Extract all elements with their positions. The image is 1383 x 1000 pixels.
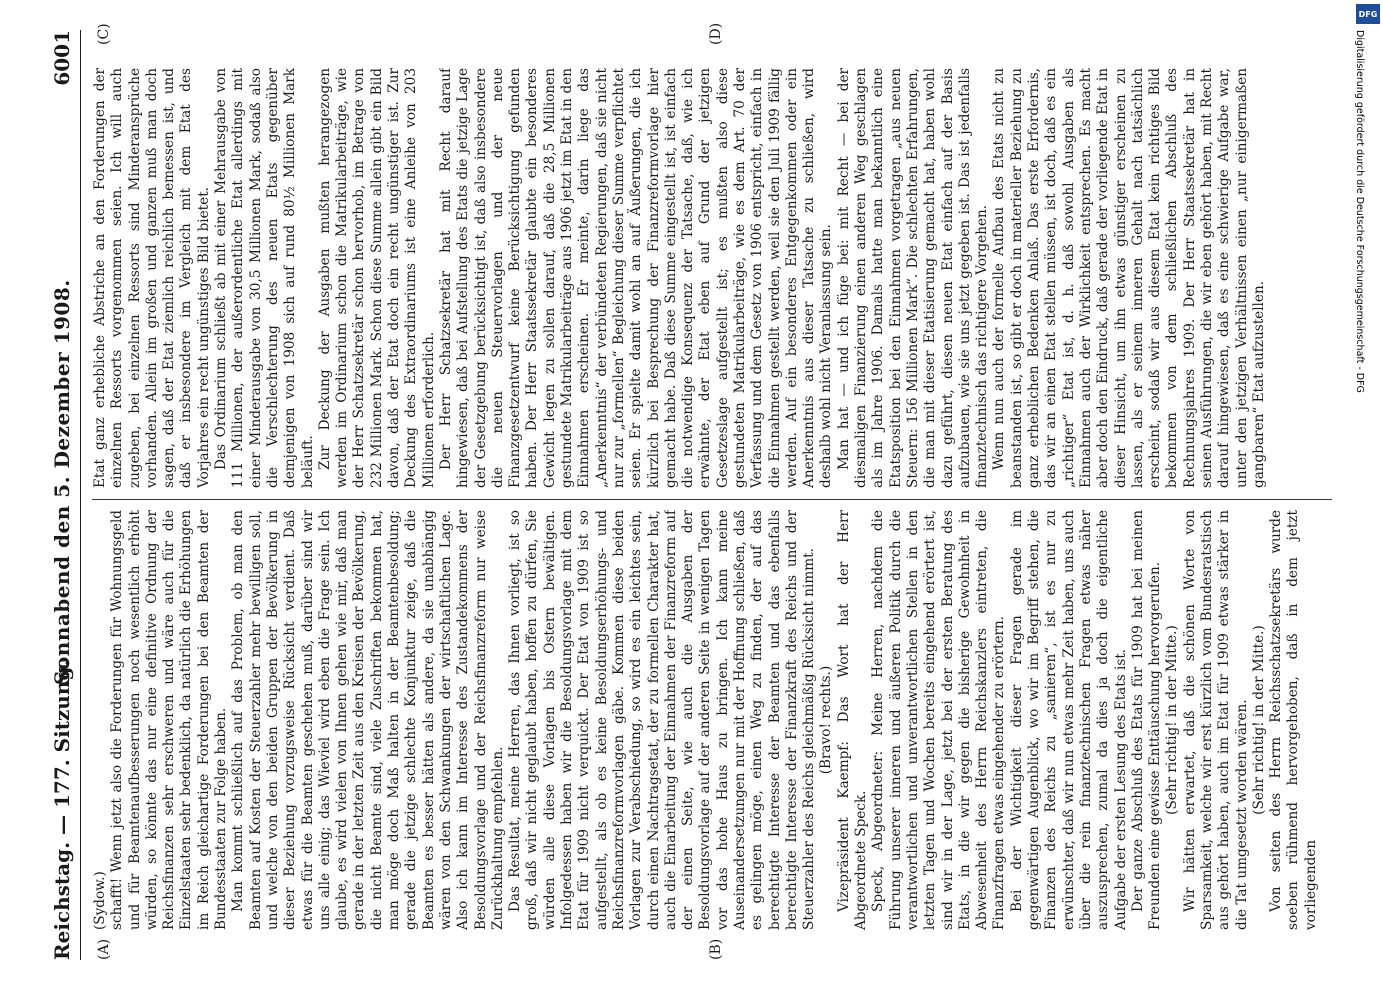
digitization-credit: Digitalisierung gefördert durch die Deutsche Forschungsgemeinschaft - DFG: [1354, 30, 1365, 393]
header-date: Sonnabend den 5. Dezember 1908.: [50, 279, 74, 685]
margin-marker-b: (B): [708, 938, 724, 960]
applause-note: (Sehr richtig! in der Mitte.): [1164, 625, 1181, 815]
margin-marker-a: (A): [96, 938, 112, 960]
margin-marker-c: (C): [96, 23, 112, 45]
margin-marker-d: (D): [708, 22, 724, 45]
right-column: [92, 68, 1332, 488]
paragraph: Man hat — und ich füge bei: mit Recht — bei der diesmaligen Finanzierung einen anderen Weg geschlagen als im Jahre 1906. Damals hatte man bekanntlich eine Etatsposition bei den Einnahmen vorgetragen „aus neuen Steuern: 156 Millionen Mark“. Die schlechten Erfahrungen, die man mit dieser Etatisierung gemacht hat, haben wohl dazu geführt, diesen neuen Etat einfach auf der Basis aufzubauen, wie sie uns jetzt gegeben ist. Das ist jedenfalls finanztechnisch das richtigere Vorgehen.: [835, 68, 991, 488]
paragraph: Etat ganz erhebliche Abstriche an den Forderungen der einzelnen Ressorts vorgenommen seien. Ich will auch zugeben, bei einzelnen Ressorts sind Minderansprüche vorhanden. Allein im großen und ganzen muß man doch sagen, daß der Etat ziemlich reichlich bemessen ist, und daß er insbesondere im Vergleich mit dem Etat des Vorjahres ein recht ungünstiges Bild bietet.: [92, 68, 212, 488]
paragraph: Der Herr Schatzsekretär hat mit Recht darauf hingewiesen, daß bei Aufstellung des Etats die jetzige Lage der Gesetzgebung berücksichtigt ist, daß also insbesondere die neuen Steuervorlagen und der neue Finanzgesetzentwurf keine Berücksichtigung gefunden haben. Der Herr Staatssekretär glaubte ein besonderes Gewicht legen zu sollen darauf, daß die 28,5 Millionen gestundete Matrikularbeiträge aus 1906 jetzt im Etat in den Einnahmen erscheinen. Er meinte, darin liege das „Anerkenntnis“ der verbündeten Regierungen, daß sie nicht nur zur „formellen“ Begleichung dieser Summe verpflichtet seien. Er spielte damit wohl an auf Äußerungen, die ich kürzlich bei Besprechung der Finanzreformvorlage hier gemacht habe. Daß diese Summe eingestellt ist, ist einfach die notwendige Konsequenz der Tatsache, daß, wie ich erwähnte, der Etat eben auf Grund der jetzigen Gesetzeslage aufgestellt ist; es mußten also diese gestundeten Matrikularbeiträge, wie es dem Art. 70 der Verfassung und dem Gesetz von 1906 entspricht, einfach in die Einnahmen gestellt werden, weil sie den Juli 1909 fällig werden. Auf ein besonderes Entgegenkommen oder ein Anerkenntnis aus dieser Tatsache zu schließen, wird deshalb wohl nicht Veranlassung sein.: [437, 68, 835, 488]
paragraph: Zur Deckung der Ausgaben mußten herangezogen werden im Ordinarium schon die Matrikularbeiträge, wie der Herr Schatzsekretär schon hervorhob, im Betrage von 232 Millionen Mark. Schon diese Summe allein gibt ein Bild davon, daß der Etat doch ein recht ungünstiger ist. Zur Deckung des Extraordinariums ist eine Anleihe von 203 Millionen erforderlich.: [316, 68, 437, 488]
digitization-sidebar: [1350, 0, 1372, 1000]
paragraph: Von seiten des Herrn Reichsschatzsekretärs wurde soeben rühmend hervorgehoben, daß in dem jetzt vorliegenden: [1268, 510, 1319, 930]
paragraph: Wenn nun auch der formelle Aufbau des Etats nicht zu beanstanden ist, so gibt er doch in materieller Beziehung zu ganz erheblichen Bedenken Anlaß. Das erste Erfordernis, das wir an einen Etat stellen müssen, ist doch, daß es ein „richtiger“ Etat ist, d. h. daß sowohl Ausgaben als Einnahmen auch der Wirklichkeit entsprechen. Es macht aber doch den Eindruck, daß gerade der vorliegende Etat in dieser Hinsicht, um ihn etwas günstiger erscheinen zu lassen, als er seinem inneren Gehalt nach tatsächlich erscheint, sodaß wir aus diesem Etat kein richtiges Bild bekommen von dem schließlichen Abschluß des Rechnungsjahres 1909. Der Herr Staatssekretär hat in seinen Ausführungen, die wir eben gehört haben, mit Recht darauf hingewiesen, daß es eine schwierige Aufgabe war, unter den jetzigen Verhältnissen einen „nur einigermaßen gangbaren“ Etat aufzustellen.: [991, 68, 1267, 488]
paragraph: Man kommt schließlich auf das Problem, ob man den Beamten auf Kosten der Steuerzahler mehr bewilligen soll, und welche von den beiden Gruppen der Bevölkerung in dieser Beziehung vorzugsweise Rücksicht verdient. Daß etwas für die Beamten geschehen muß, darüber sind wir uns alle einig; das Wieviel wird eben die Frage sein. Ich glaube, es wird vielen von Ihnen gehen wie mir, daß man gerade in der letzten Zeit aus den Kreisen der Bevölkerung, die nicht Beamte sind, viele Zuschriften bekommen hat, man möge doch Maß halten in der Beamtenbesoldung; gerade die jetzige schlechte Konjunktur zeige, daß die Beamten es besser hätten als andere, da sie unabhängig wären von den Schwankungen der wirtschaftlichen Lage. Also ich kann im Interesse des Zustandekommens der Besoldungsvorlage und der Reichsfinanzreform nur weise Zurückhaltung empfehlen.: [230, 510, 506, 930]
paragraph: Das Ordinarium schließt ab mit einer Mehrausgabe von 111 Millionen, der außerordentliche Etat allerdings mit einer Minderausgabe von 30,5 Millionen Mark, sodaß also die Verschlechterung des neuen Etats gegenüber demjenigen von 1908 sich auf rund 80½ Millionen Mark beläuft.: [213, 68, 316, 488]
paragraph: Wir hätten erwartet, daß die schönen Worte von Sparsamkeit, welche wir erst kürzlich vom Bundesratstisch aus gehört haben, auch im Etat für 1909 etwas stärker in die Tat umgesetzt worden wären.: [1181, 510, 1250, 930]
page-number: 6001: [50, 30, 74, 86]
paragraph: Der ganze Abschluß des Etats für 1909 hat bei meinen Freunden eine gewisse Enttäuschung hervorgerufen.: [1129, 510, 1164, 930]
president-line: Vizepräsident Kaempf: Das Wort hat der Herr Abgeordnete Speck.: [835, 510, 870, 930]
paragraph: Bei der Wichtigkeit dieser Fragen gerade im gegenwärtigen Augenblick, wo wir im Begriff stehen, die Finanzen des Reichs zu „sanieren“, ist es nur zu erwünschter, daß wir nun etwas mehr Zeit haben, uns auch über die rein finanztechnischen Fragen etwas näher auszusprechen, zumal da dies ja doch die eigentliche Aufgabe der ersten Lesung des Etats ist.: [1008, 510, 1129, 930]
applause-note: (Sehr richtig! in der Mitte.): [1250, 625, 1267, 815]
speaker-note: (Sydow.): [92, 871, 108, 930]
page-header: [50, 30, 81, 960]
paragraph: schafft! Wenn jetzt also die Forderungen für Wohnungsgeld und für Beamtenaufbesserungen noch wesentlich erhöht würden, so könnte das nur eine definitive Ordnung der Reichsfinanzen sehr erschweren und wäre auch für die Einzelstaaten sehr bedenklich, da natürlich die Erhöhungen im Reich gleichartige Forderungen bei den Beamten der Bundesstaaten zur Folge haben.: [109, 510, 230, 930]
left-column: [92, 510, 1332, 930]
header-left: Reichstag. — 177. Sitzung.: [50, 659, 74, 960]
paragraph: Speck, Abgeordneter: Meine Herren, nachdem die Führung unserer inneren und äußeren Politik durch die verantwortlichen und unverantwortlichen Stellen in den letzten Tagen und Wochen bereits eingehend erörtert ist, sind wir in der Lage, jetzt bei der ersten Beratung des Etats, in die wir gegen die bisherige Gewohnheit in Abwesenheit des Herrn Reichskanzlers eintreten, die Finanzfragen etwas eingehender zu erörtern.: [870, 510, 1008, 930]
column-divider: [92, 499, 1332, 500]
paragraph: Das Resultat, meine Herren, das Ihnen vorliegt, ist so groß, daß wir nicht geglaubt haben, hoffen zu dürfen, Sie würden alle diese Vorlagen bis Ostern bewältigen. Infolgedessen haben wir die Besoldungsvorlage mit dem Etat für 1909 nicht verquickt. Der Etat von 1909 ist so aufgestellt, als ob es keine Besoldungserhöhungs- und Reichsfinanzreformvorlagen gäbe. Kommen diese beiden Vorlagen zur Verabschiedung, so wird es ein leichtes sein, durch einen Nachtragsetat, der zu formellen Charakter hat, auch die Einarbeitung der Einnahmen der Finanzreform auf der einen Seite, wie auch die Ausgaben der Besoldungsvorlage auf der anderen Seite in wenigen Tagen vor das hohe Haus zu bringen. Ich kann meine Auseinandersetzungen nur mit der Hoffnung schließen, daß es gelingen möge, einen Weg zu finden, der auf das berechtigte Interesse der Beamten und das ebenfalls berechtigte Interesse der Finanzkraft des Reichs und der Steuerzahler des Reichs gleichmäßig Rücksicht nimmt.: [507, 510, 818, 930]
applause-note: (Bravo! rechts.): [818, 665, 835, 775]
dfg-logo: DFG: [1356, 4, 1380, 24]
